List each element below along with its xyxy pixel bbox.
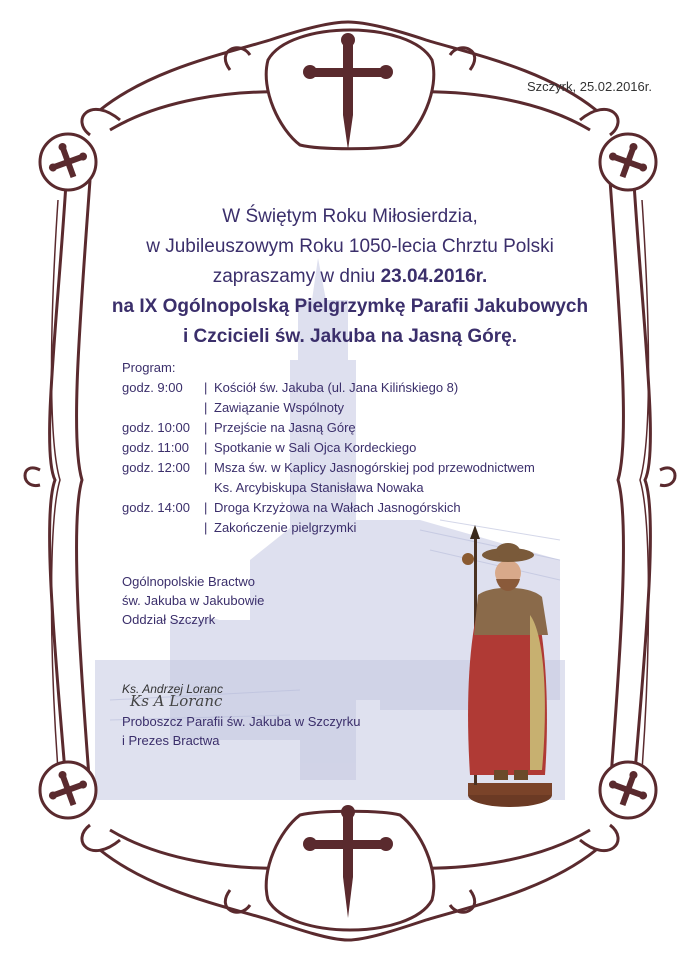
program-time: godz. 11:00 — [122, 440, 189, 455]
heading-line-3 — [70, 262, 630, 292]
fleur-cross-icon — [40, 134, 96, 190]
program-time: godz. 12:00 — [122, 460, 190, 475]
signer-title-line: Proboszcz Parafii św. Jakuba w Szczyrku — [122, 714, 361, 729]
program-row: | Zakończenie pielgrzymki — [122, 518, 535, 538]
invitation-heading — [70, 202, 630, 352]
program-row: godz. 9:00 | Kościół św. Jakuba (ul. Jana Kilińskiego 8) — [122, 378, 535, 398]
program-text: Msza św. w Kaplicy Jasnogórskiej pod przewodnictwem — [214, 460, 535, 475]
program-time: godz. 9:00 — [122, 380, 183, 395]
heading-line-4: na IX Ogólnopolską Pielgrzymkę Parafii Jakubowych — [111, 296, 589, 317]
organization-line: Oddział Szczyrk — [122, 612, 216, 627]
heading-line-5: i Czcicieli św. Jakuba na Jasną Górę. — [182, 326, 518, 347]
fleur-cross-icon — [600, 762, 656, 818]
program-text: Droga Krzyżowa na Wałach Jasnogórskich — [214, 500, 461, 515]
program-text: Kościół św. Jakuba (ul. Jana Kilińskiego 8) — [214, 380, 459, 395]
signer-title — [122, 712, 360, 750]
program-time — [122, 398, 204, 418]
st-james-statue-icon — [450, 525, 560, 815]
program-row: godz. 14:00 | Droga Krzyżowa na Wałach Jasnogórskich — [122, 498, 535, 518]
event-date: 23.04.2016r. — [380, 266, 488, 287]
place-date: Szczyrk, 25.02.2016r. — [526, 79, 652, 94]
heading-line-3-prefix: zapraszamy w dniu — [212, 266, 381, 287]
program-text: Zakończenie pielgrzymki — [214, 520, 357, 535]
signer-title-line: i Prezes Bractwa — [122, 733, 220, 748]
organization-line: Ogólnopolskie Bractwo — [122, 574, 255, 589]
signer-name: Ks. Andrzej Loranc — [122, 682, 223, 696]
program-time — [122, 518, 204, 538]
program-schedule — [122, 358, 535, 538]
heading-line-1: W Świętym Roku Miłosierdzia, — [222, 206, 478, 227]
program-row — [122, 478, 535, 498]
handwritten-signature: Ks A Loranc — [130, 692, 223, 710]
program-row: | Zawiązanie Wspólnoty — [122, 398, 535, 418]
program-text: Ks. Arcybiskupa Stanisława Nowaka — [214, 480, 424, 495]
program-time: godz. 10:00 — [122, 420, 190, 435]
program-row: godz. 10:00 | Przejście na Jasną Górę — [122, 418, 535, 438]
program-text: Zawiązanie Wspólnoty — [214, 400, 345, 415]
fleur-cross-icon — [40, 762, 96, 818]
program-row: godz. 11:00 | Spotkanie w Sali Ojca Kordeckiego — [122, 438, 535, 458]
organization-block — [122, 572, 264, 629]
program-time — [122, 478, 204, 498]
program-time: godz. 14:00 — [122, 500, 190, 515]
program-text: Spotkanie w Sali Ojca Kordeckiego — [214, 440, 417, 455]
organization-line: św. Jakuba w Jakubowie — [122, 593, 265, 608]
program-label: Program: — [122, 360, 176, 375]
fleur-cross-icon — [600, 134, 656, 190]
program-text: Przejście na Jasną Górę — [214, 420, 356, 435]
program-row: godz. 12:00 | Msza św. w Kaplicy Jasnogórskiej pod przewodnictwem — [122, 458, 535, 478]
heading-line-2: w Jubileuszowym Roku 1050-lecia Chrztu Polski — [146, 236, 554, 257]
